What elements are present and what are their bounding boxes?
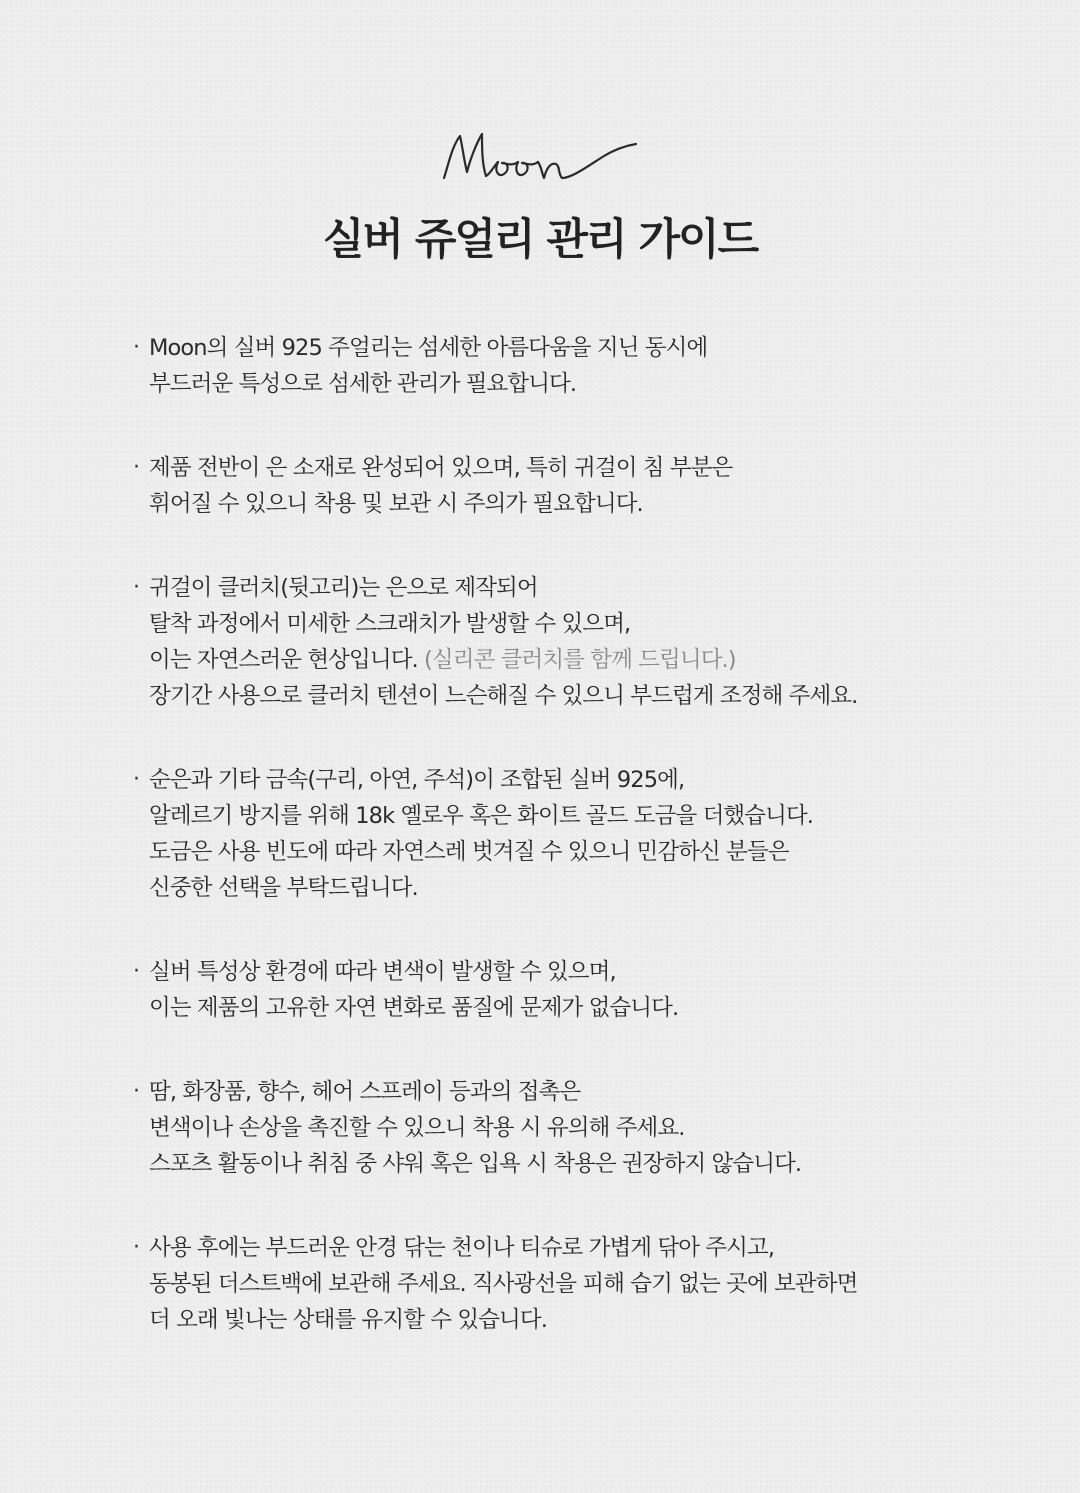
bullet-dot: · [133, 1235, 140, 1260]
list-item-line-with-note [149, 642, 1033, 678]
moon-logo [438, 126, 644, 190]
list-item-line: 더 오래 빛나는 상태를 유지할 수 있습니다. [149, 1307, 547, 1333]
list-item-line: 알레르기 방지를 위해 18k 옐로우 혹은 화이트 골드 도금을 더했습니다. [149, 803, 814, 829]
list-item [133, 570, 1033, 714]
list-item-line: 도금은 사용 빈도에 따라 자연스레 벗겨질 수 있으니 민감하신 분들은 [149, 839, 789, 865]
bullet-dot: · [133, 959, 140, 984]
moon-script-logo-icon [438, 126, 644, 190]
list-item-line: 실버 특성상 환경에 따라 변색이 발생할 수 있으며, [149, 959, 616, 985]
list-item-line: 땀, 화장품, 향수, 헤어 스프레이 등과의 접촉은 [149, 1079, 581, 1105]
list-item-line: 귀걸이 클러치(뒷고리)는 은으로 제작되어 [149, 575, 538, 601]
list-item-line: 신중한 선택을 부탁드립니다. [149, 875, 418, 901]
bullet-dot: · [133, 575, 140, 600]
list-item-line: 사용 후에는 부드러운 안경 닦는 천이나 티슈로 가볍게 닦아 주시고, [149, 1235, 775, 1261]
bullet-dot: · [133, 767, 140, 792]
list-item-line: 이는 제품의 고유한 자연 변화로 품질에 문제가 없습니다. [149, 995, 679, 1021]
page-title: 실버 쥬얼리 관리 가이드 [322, 215, 758, 265]
care-guide-list [133, 330, 1033, 1386]
list-item [133, 762, 1033, 906]
silicone-clutch-note: (실리콘 클러치를 함께 드립니다.) [424, 647, 736, 673]
list-item-line: 장기간 사용으로 클러치 텐션이 느슨해질 수 있으니 부드럽게 조정해 주세요. [149, 683, 858, 709]
list-item [133, 1230, 1033, 1338]
bullet-dot: · [133, 1079, 140, 1104]
list-item-line: 휘어질 수 있으니 착용 및 보관 시 주의가 필요합니다. [149, 491, 643, 517]
list-item-line: 순은과 기타 금속(구리, 아연, 주석)이 조합된 실버 925에, [149, 767, 685, 793]
list-item-text: 이는 자연스러운 현상입니다. [149, 647, 418, 673]
list-item-line: 탈착 과정에서 미세한 스크래치가 발생할 수 있으며, [149, 611, 631, 637]
bullet-dot: · [133, 455, 140, 480]
list-item-line: 스포츠 활동이나 취침 중 샤워 혹은 입욕 시 착용은 권장하지 않습니다. [149, 1151, 802, 1177]
list-item-line: 동봉된 더스트백에 보관해 주세요. 직사광선을 피해 습기 없는 곳에 보관하면 [149, 1271, 858, 1297]
list-item [133, 450, 1033, 522]
bullet-dot: · [133, 335, 140, 360]
list-item-line: 제품 전반이 은 소재로 완성되어 있으며, 특히 귀걸이 침 부분은 [149, 455, 733, 481]
list-item-line: 부드러운 특성으로 섬세한 관리가 필요합니다. [149, 371, 577, 397]
list-item [133, 1074, 1033, 1182]
list-item [133, 330, 1033, 402]
list-item-line: Moon의 실버 925 주얼리는 섬세한 아름다움을 지닌 동시에 [149, 335, 708, 361]
list-item [133, 954, 1033, 1026]
list-item-line: 변색이나 손상을 촉진할 수 있으니 착용 시 유의해 주세요. [149, 1115, 685, 1141]
